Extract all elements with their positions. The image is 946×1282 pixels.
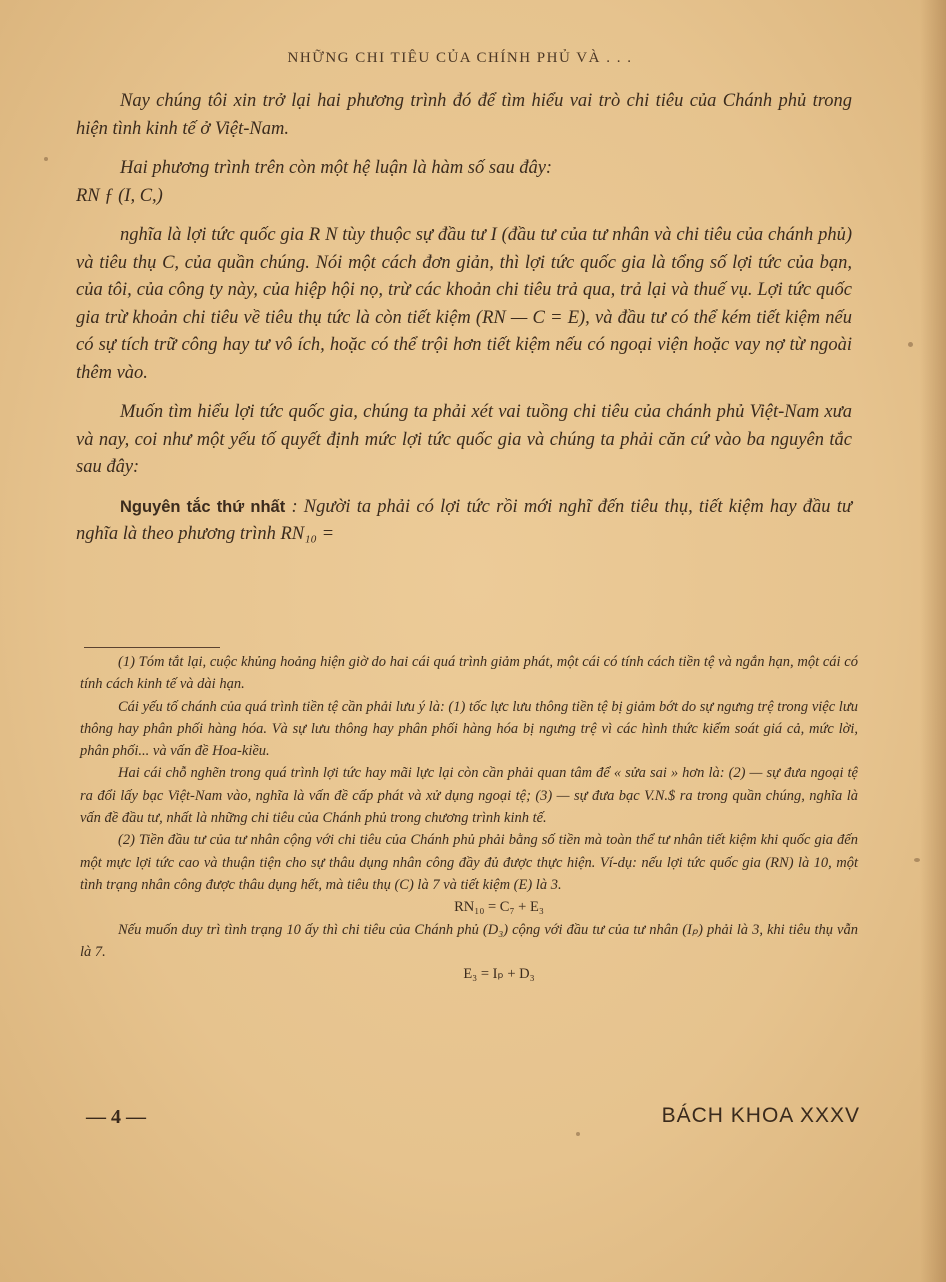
paragraph-5 <box>76 494 852 549</box>
footnotes <box>80 651 858 985</box>
body-text <box>76 88 852 561</box>
footnote-2-para-2: Nếu muốn duy trì tình trạng 10 ấy thì chi tiêu của Chánh phủ (D₃) cộng với đầu tư của tư nhân (Iₚ) phải là 3, khi tiêu thụ vẫn là 7. <box>80 921 858 960</box>
paragraph-2-formula: RN ƒ (I, C,) <box>76 185 163 206</box>
paper-stain <box>576 1132 580 1136</box>
paragraph-4: Muốn tìm hiểu lợi tức quốc gia, chúng ta phải xét vai tuồng chi tiêu của chánh phủ Việt-Nam xưa và nay, coi như một yếu tố quyết định mức lợi tức quốc gia và chúng ta phải căn cứ vào ba nguyên tắc sau đây: <box>76 402 852 477</box>
footnote-1-para-3: Hai cái chỗ nghẽn trong quá trình lợi tức hay mãi lực lại còn cần phải quan tâm để « sửa sai » hơn là: (2) — sự đưa ngoại tệ ra đổi lấy bạc Việt-Nam vào, nghĩa là vấn đề cấp phát và xử dụng ngoại tệ; (3) — sự đưa bạc V.N.$ ra trong quần chúng, nghĩa là vấn đề đầu tư, nhất là những chi tiêu của Chánh phủ trong chương trình kinh tế. <box>80 765 858 827</box>
formula-2: E₃ = Iₚ + D₃ <box>463 966 535 983</box>
page-number: — 4 — <box>86 1106 146 1128</box>
paper-stain <box>44 157 48 161</box>
formula-1: RN₁₀ = C₇ + E₃ <box>454 899 544 916</box>
footnote-divider <box>84 647 220 648</box>
paragraph-3: nghĩa là lợi tức quốc gia R N tùy thuộc sự đầu tư I (đầu tư của tư nhân và chi tiêu của chánh phủ) và tiêu thụ C, của quần chúng. Nói một cách đơn giản, thì lợi tức quốc gia là tổng số lợi tức của bạn, của tôi, của công ty này, của hiệp hội nọ, trừ các khoản chi tiêu trả qua, trả lại và thuế vụ. Lợi tức quốc gia trừ khoản chi tiêu về tiêu thụ tức là còn tiết kiệm (RN — C = E), và đầu tư có thể kém tiết kiệm nếu có sự tích trữ công hay tư vô ích, hoặc có thể trội hơn tiết kiệm nếu có ngoại viện hoặc vay nợ từ ngoài thêm vào. <box>76 225 852 383</box>
footnote-2: (2) Tiền đầu tư của tư nhân cộng với chi tiêu của Chánh phủ phải bằng số tiền mà toàn thể tư nhân tiết kiệm khi quốc gia đến một mực lợi tức cao và thuận tiện cho sự thâu dụng nhân công đầy đủ được thực hiện. Ví-dụ: nếu lợi tức quốc gia (RN) là 10, một tình trạng nhân công được thâu dụng hết, mà tiêu thụ (C) là 7 và tiết kiệm (E) là 3. <box>80 832 858 893</box>
footnote-1-para-2: Cái yếu tố chánh của quá trình tiền tệ cần phải lưu ý là: (1) tốc lực lưu thông tiền tệ bị giảm bớt do sự ngưng trệ trong việc lưu thông hay phân phối hàng hóa. Và sự lưu thông hay phân phối hàng hóa bị ngưng trệ vì các hình thức kiểm soát giá cả, mức lời, phân phối... và vấn đề Hoa-kiều. <box>80 698 858 760</box>
principle-heading: Nguyên tắc thứ nhất <box>120 497 286 516</box>
principle-text: : Người ta phải có lợi tức rồi mới nghĩ đến tiêu thụ, tiết kiệm hay đầu tư nghĩa là theo phương trình RN₁₀ = <box>76 496 852 544</box>
paper-stain <box>914 858 920 862</box>
footnote-1: (1) Tóm tắt lại, cuộc khủng hoảng hiện giờ do hai cái quá trình giảm phát, một cái có tính cách tiền tệ và ngắn hạn, một cái có tính cách kinh tế và dài hạn. <box>80 654 858 693</box>
running-head: NHỮNG CHI TIÊU CỦA CHÍNH PHỦ VÀ . . . <box>287 50 633 66</box>
journal-name: BÁCH KHOA XXXV <box>661 1104 860 1127</box>
paper-stain <box>908 342 913 347</box>
paragraph-1: Nay chúng tôi xin trở lại hai phương trình đó để tìm hiểu vai trò chi tiêu của Chánh phủ trong hiện tình kinh tế ở Việt-Nam. <box>76 91 852 139</box>
paragraph-2: Hai phương trình trên còn một hệ luận là hàm số sau đây: <box>120 158 553 178</box>
